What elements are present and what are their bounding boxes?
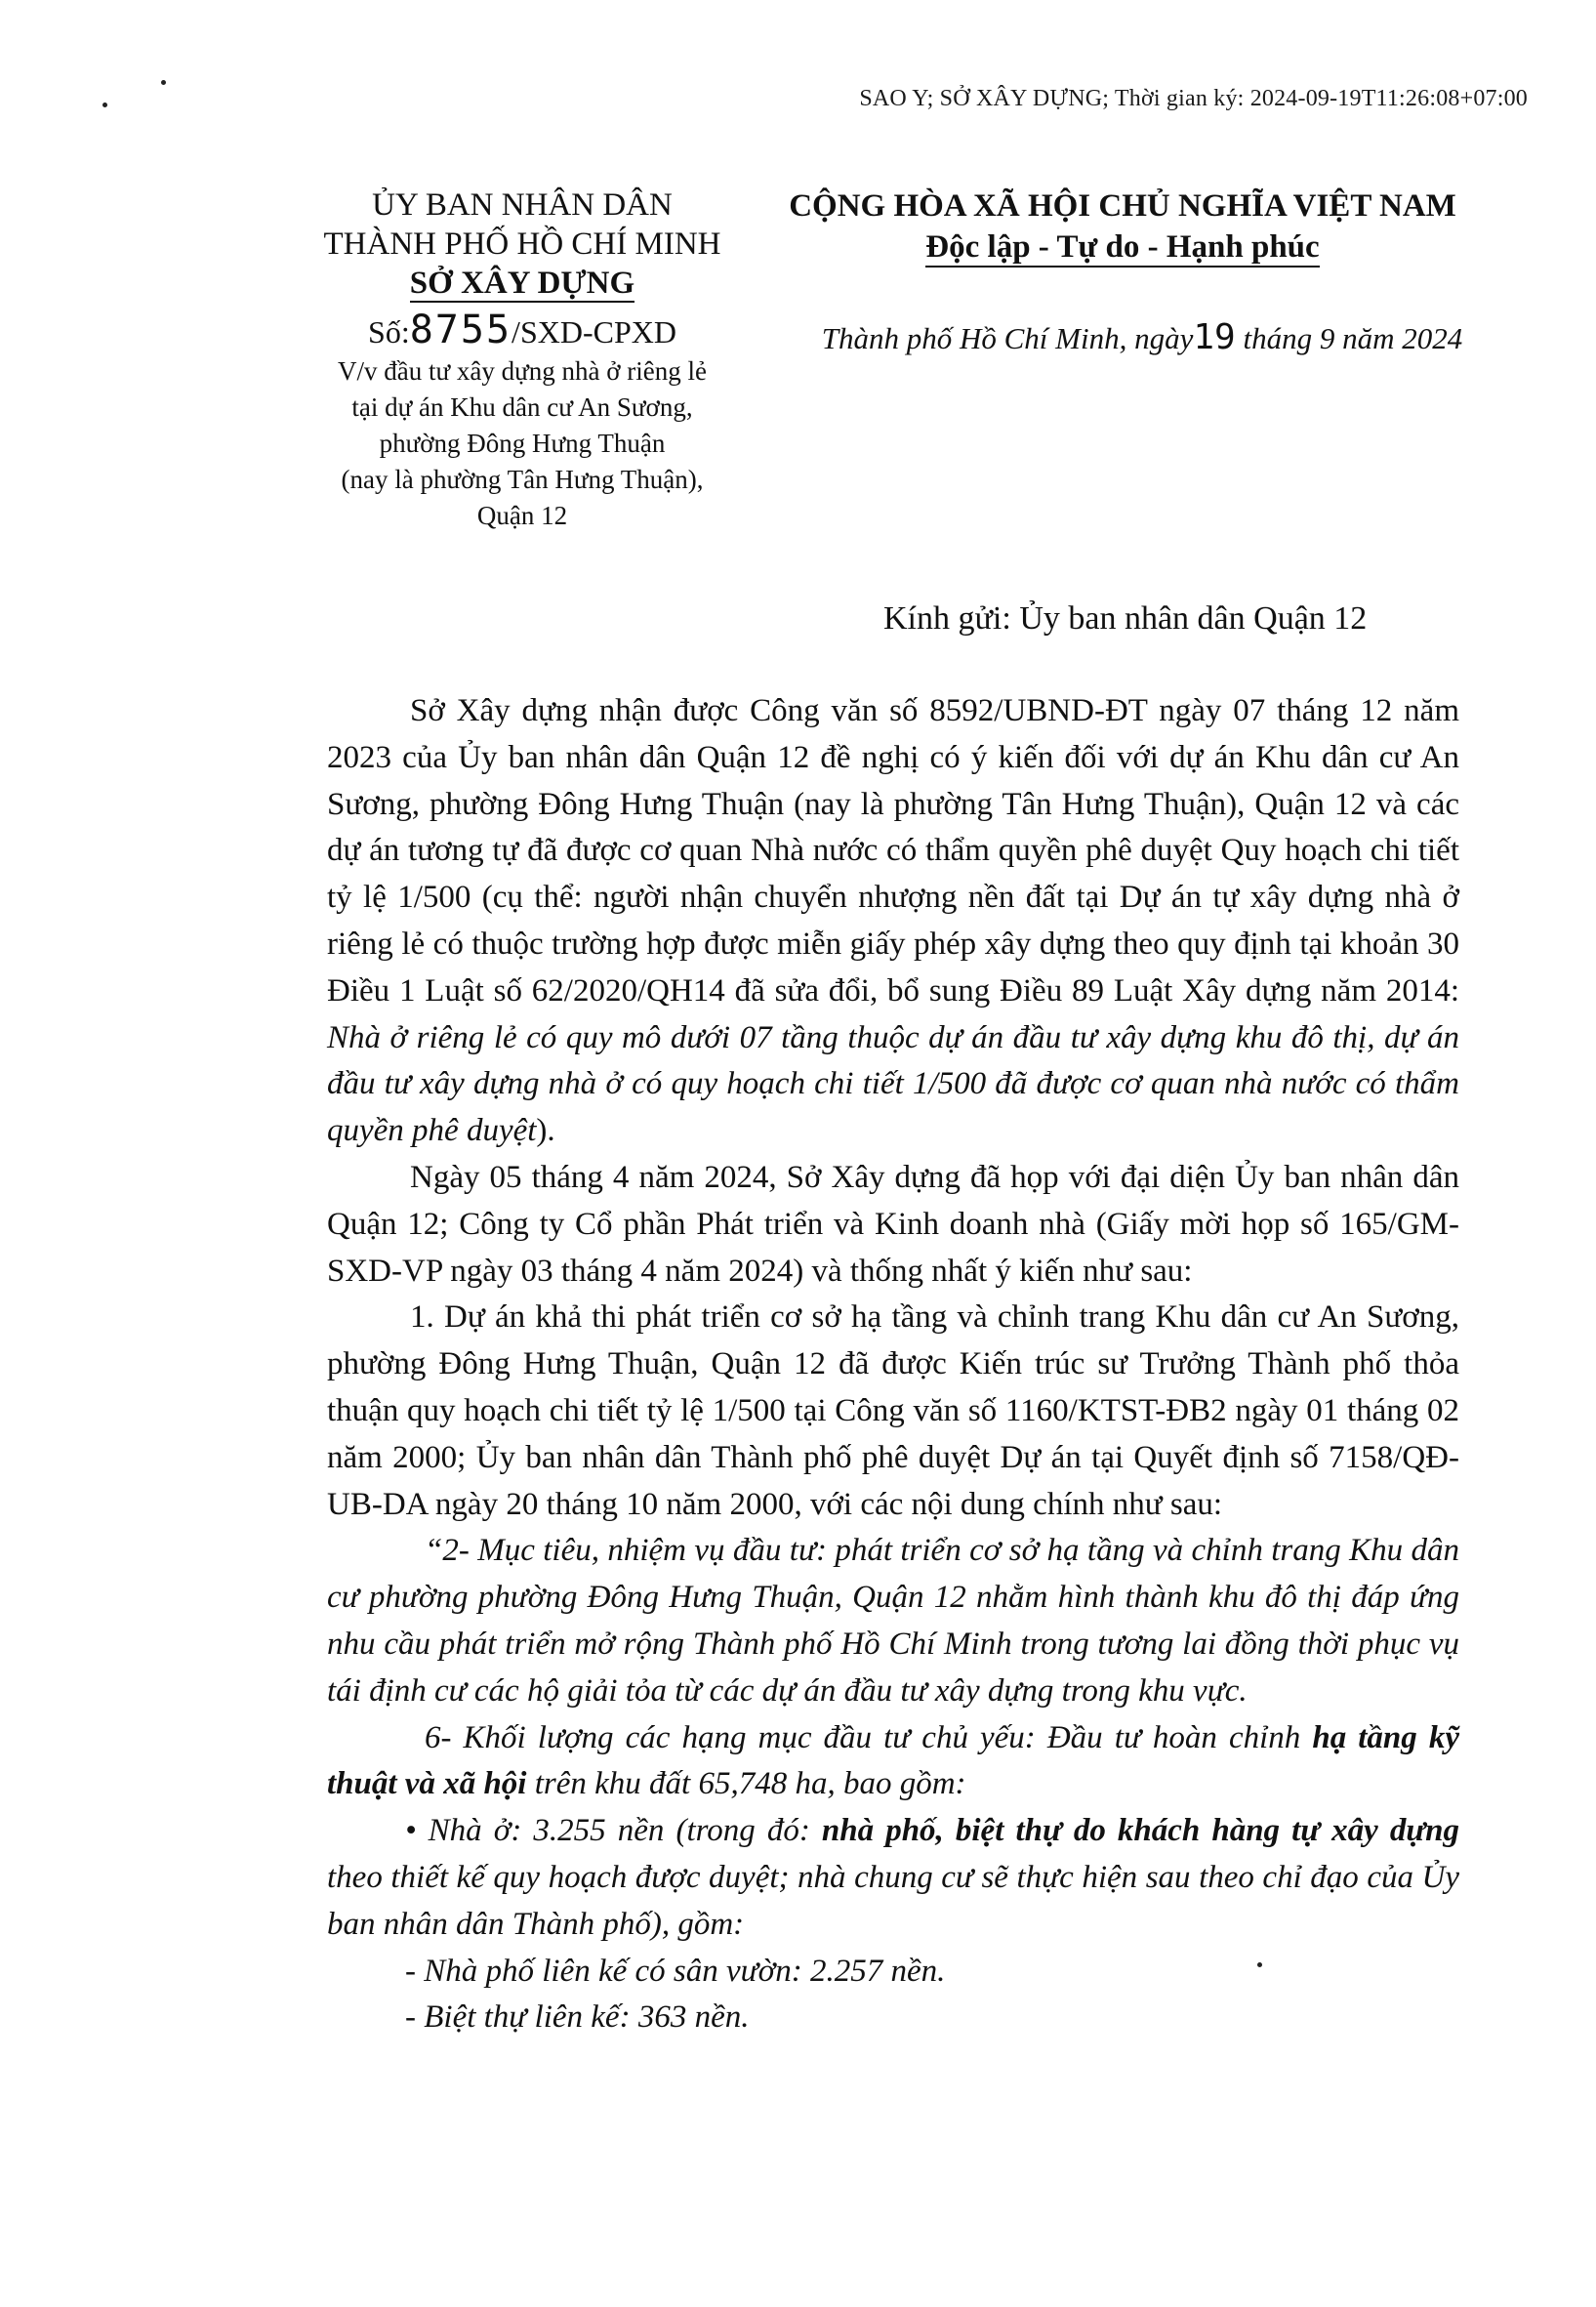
subject-line: phường Đông Hưng Thuận bbox=[379, 429, 666, 458]
doc-no-suffix: /SXD-CPXD bbox=[512, 314, 676, 350]
subject-line: Quận 12 bbox=[476, 501, 568, 530]
b1-text: • Nhà ở: 3.255 nền (trong đó: bbox=[405, 1813, 822, 1849]
paragraph-1 bbox=[327, 688, 1459, 1155]
p1-text: Sở Xây dựng nhận được Công văn số 8592/UBND-ĐT ngày 07 tháng 12 năm 2023 của Ủy ban nhân dân Quận 12 đề nghị có ý kiến đối với dự án Khu dân cư An Sương, phường Đông Hưng Thuận (nay là phường Tân Hưng Thuận), Quận 12 và các dự án tương tự đã được cơ quan Nhà nước có thẩm quyền phê duyệt Quy hoạch chi tiết tỷ lệ 1/500 (cụ thể: người nhận chuyển nhượng nền đất tại Dự án tự xây dựng nhà ở riêng lẻ có thuộc trường hợp được miễn giấy phép xây dựng theo quy định tại khoản 30 Điều 1 Luật số 62/2020/QH14 đã sửa đổi, bổ sung Điều 89 Luật Xây dựng năm 2014: bbox=[327, 693, 1459, 1009]
subject-line: V/v đầu tư xây dựng nhà ở riêng lẻ bbox=[338, 356, 707, 386]
dash-item-townhouses: - Nhà phố liên kế có sân vườn: 2.257 nền. bbox=[405, 1953, 946, 1989]
country-name: CỘNG HÒA XÃ HỘI CHỦ NGHĨA VIỆT NAM bbox=[789, 188, 1456, 224]
doc-no-prefix: Số: bbox=[368, 314, 410, 350]
scan-speck bbox=[102, 103, 107, 107]
scan-speck bbox=[161, 80, 166, 85]
b1-end: theo thiết kế quy hoạch được duyệt; nhà chung cư sẽ thực hiện sau theo chỉ đạo của Ủy ban nhân dân Thành phố), gồm: bbox=[327, 1859, 1459, 1942]
org-line-2: THÀNH PHỐ HỒ CHÍ MINH bbox=[323, 227, 721, 262]
paragraph-2: Ngày 05 tháng 4 năm 2024, Sở Xây dựng đã họp với đại diện Ủy ban nhân dân Quận 12; Công ty Cổ phần Phát triển và Kinh doanh nhà (Giấy mời họp số 165/GM-SXD-VP ngày 03 tháng 4 năm 2024) và thống nhất ý kiến như sau: bbox=[327, 1159, 1459, 1289]
quote-item-2: “2- Mục tiêu, nhiệm vụ đầu tư: phát triển cơ sở hạ tầng và chỉnh trang Khu dân cư phường phường Đông Hưng Thuận, Quận 12 nhằm hình thành khu đô thị đáp ứng nhu cầu phát triển mở rộng Thành phố Hồ Chí Minh trong tương lai đồng thời phục vụ tái định cư các hộ giải tỏa từ các dự án đầu tư xây dựng trong khu vực. bbox=[327, 1533, 1459, 1709]
document-subject bbox=[293, 353, 752, 534]
letter-body bbox=[327, 688, 1459, 2041]
recipient-line: Kính gửi: Ủy ban nhân dân Quận 12 bbox=[883, 600, 1368, 637]
b1-bold-text: nhà phố, biệt thự do khách hàng tự xây dựng bbox=[821, 1813, 1459, 1849]
dash-item-villas: - Biệt thự liên kế: 363 nền. bbox=[405, 1999, 750, 2036]
doc-no-number: 8755 bbox=[409, 308, 512, 352]
paragraph-3: 1. Dự án khả thi phát triển cơ sở hạ tầng và chỉnh trang Khu dân cư An Sương, phường Đông Hưng Thuận, Quận 12 đã được Kiến trúc sư Trưởng Thành phố thỏa thuận quy hoạch chi tiết tỷ lệ 1/500 tại Công văn số 1160/KTST-ĐB2 ngày 01 tháng 02 năm 2000; Ủy ban nhân dân Thành phố phê duyệt Dự án tại Quyết định số 7158/QĐ-UB-DA ngày 20 tháng 10 năm 2000, với các nội dung chính như sau: bbox=[327, 1299, 1459, 1522]
p1-end: ). bbox=[536, 1113, 555, 1149]
date-prefix: Thành phố Hồ Chí Minh, ngày bbox=[821, 321, 1194, 355]
quote-item-6 bbox=[327, 1715, 1459, 1809]
org-line-1: ỦY BAN NHÂN DÂN bbox=[372, 187, 673, 223]
subject-line: tại dự án Khu dân cư An Sương, bbox=[351, 392, 693, 422]
date-day: 19 bbox=[1193, 317, 1236, 357]
department-name: SỞ XÂY DỰNG bbox=[409, 266, 635, 301]
q2-end: trên khu đất 65,748 ha, bao gồm: bbox=[526, 1766, 966, 1802]
housing-bullet bbox=[327, 1808, 1459, 1948]
subject-line: (nay là phường Tân Hưng Thuận), bbox=[341, 465, 704, 494]
national-motto: Độc lập - Tự do - Hạnh phúc bbox=[925, 228, 1319, 268]
document-number bbox=[293, 310, 752, 351]
national-header-block bbox=[781, 185, 1464, 268]
q2-text: 6- Khối lượng các hạng mục đầu tư chủ yếu: Đầu tư hoàn chỉnh bbox=[425, 1719, 1313, 1755]
q2-bold-text: hạ tầng kỹ thuật và xã hội bbox=[327, 1719, 1459, 1802]
p1-italic-text: Nhà ở riêng lẻ có quy mô dưới 07 tầng thuộc dự án đầu tư xây dựng khu đô thị, dự án đầu tư xây dựng nhà ở có quy hoạch chi tiết 1/500 đã được cơ quan nhà nước có thẩm quyền phê duyệt bbox=[327, 1019, 1459, 1149]
signature-stamp-line: SAO Y; SỞ XÂY DỰNG; Thời gian ký: 2024-09-19T11:26:08+07:00 bbox=[859, 86, 1528, 111]
place-date-line bbox=[771, 317, 1513, 357]
issuing-authority-block bbox=[293, 185, 752, 534]
date-suffix: tháng 9 năm 2024 bbox=[1235, 321, 1463, 355]
